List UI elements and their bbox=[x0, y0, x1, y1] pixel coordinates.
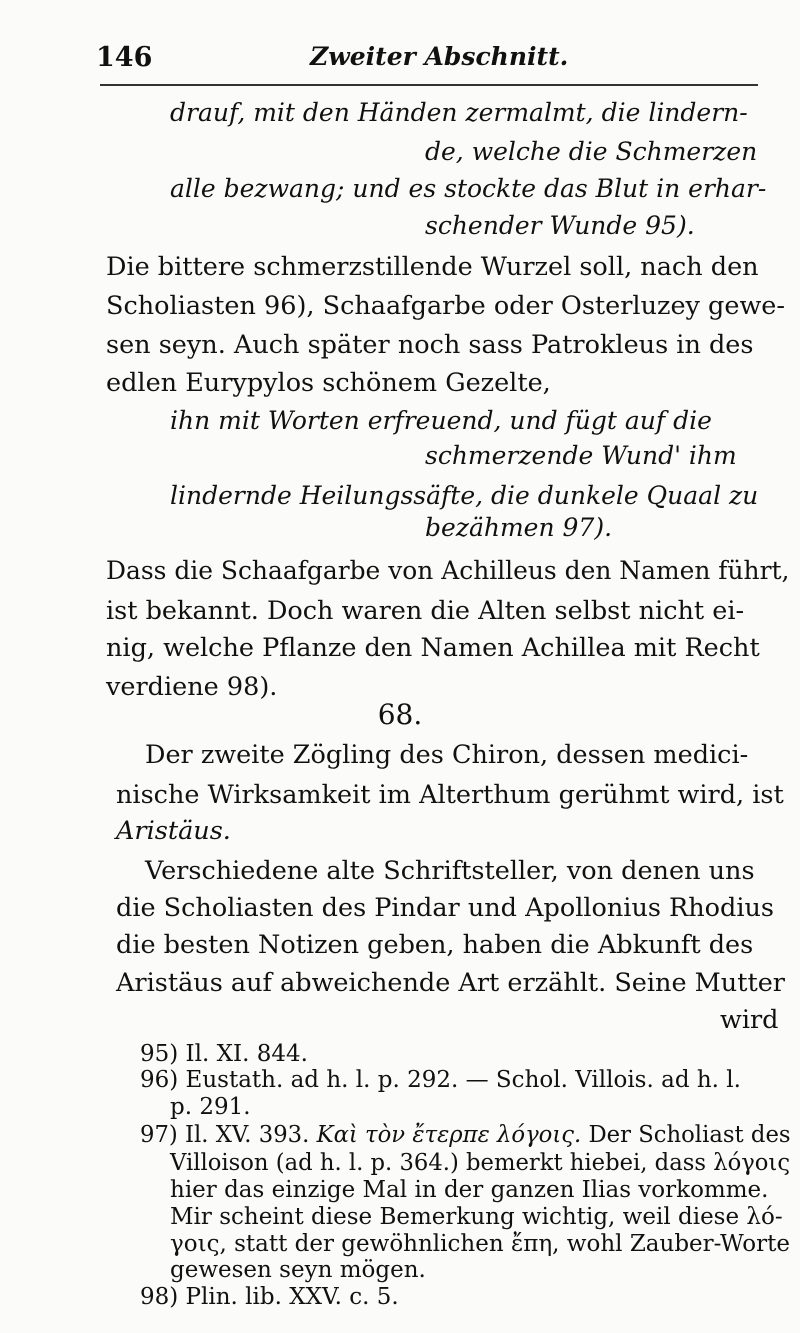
quote-2-line-1: ihn mit Worten erfreuend, und fügt auf die bbox=[170, 406, 712, 435]
quote-2-line-2: schmerzende Wund' ihm bbox=[425, 441, 737, 470]
footnote-95: 95) Il. XI. 844. bbox=[140, 1041, 308, 1067]
paragraph-4-line-3: die besten Notizen geben, haben die Abkunft des bbox=[116, 930, 754, 960]
running-head: Zweiter Abschnitt. bbox=[310, 42, 569, 71]
paragraph-3-line-1: Der zweite Zögling des Chiron, dessen medici- bbox=[145, 740, 749, 770]
paragraph-4-line-1: Verschiedene alte Schriftsteller, von denen uns bbox=[145, 856, 755, 886]
paragraph-4-catchword: wird bbox=[720, 1005, 779, 1035]
paragraph-2-line-1: Dass die Schaafgarbe von Achilleus den Namen führt, bbox=[106, 556, 790, 586]
paragraph-1-line-4: edlen Eurypylos schönem Gezelte, bbox=[106, 368, 551, 398]
footnote-97-greek: Καὶ τὸν ἔτερπε λόγοις. bbox=[316, 1122, 582, 1148]
paragraph-1-line-1: Die bittere schmerzstillende Wurzel soll, nach den bbox=[106, 252, 759, 282]
paragraph-1-line-2: Scholiasten 96), Schaafgarbe oder Osterluzey gewe- bbox=[106, 291, 785, 321]
page-header bbox=[92, 36, 760, 76]
paragraph-4-line-2: die Scholiasten des Pindar und Apollonius Rhodius bbox=[116, 893, 775, 923]
footnote-97-rest: Der Scholiast des bbox=[588, 1122, 791, 1148]
paragraph-2-line-4: verdiene 98). bbox=[106, 672, 278, 702]
quote-2-line-3: lindernde Heilungssäfte, die dunkele Quaal zu bbox=[170, 481, 759, 510]
quote-1-line-1: drauf, mit den Händen zermalmt, die lindern- bbox=[170, 98, 748, 127]
footnote-96-line-1: 96) Eustath. ad h. l. p. 292. — Schol. Villois. ad h. l. bbox=[140, 1067, 741, 1093]
paragraph-1-line-3: sen seyn. Auch später noch sass Patrokleus in des bbox=[106, 330, 754, 360]
footnote-96-line-2: p. 291. bbox=[170, 1094, 251, 1120]
quote-1-line-4: schender Wunde 95). bbox=[425, 211, 695, 240]
footnote-97-line-3: hier das einzige Mal in der ganzen Ilias vorkomme. bbox=[170, 1177, 769, 1203]
section-number: 68. bbox=[377, 698, 423, 731]
paragraph-4-line-4: Aristäus auf abweichende Art erzählt. Seine Mutter bbox=[116, 968, 785, 998]
paragraph-2-line-2: ist bekannt. Doch waren die Alten selbst nicht ei- bbox=[106, 596, 745, 626]
footnote-97-line-5: γοις, statt der gewöhnlichen ἔπη, wohl Zauber-Worte bbox=[170, 1231, 790, 1257]
footnote-97-line-1 bbox=[140, 1121, 791, 1149]
quote-1-line-2: de, welche die Schmerzen bbox=[425, 137, 758, 166]
footnote-97-line-6: gewesen seyn mögen. bbox=[170, 1257, 426, 1283]
footnote-97-line-4: Mir scheint diese Bemerkung wichtig, weil diese λό- bbox=[170, 1204, 783, 1230]
quote-2-line-4: bezähmen 97). bbox=[425, 513, 613, 542]
paragraph-3-line-2: nische Wirksamkeit im Alterthum gerühmt wird, ist bbox=[116, 780, 784, 810]
header-rule bbox=[100, 84, 758, 86]
footnote-98: 98) Plin. lib. XXV. c. 5. bbox=[140, 1284, 399, 1310]
page-number: 146 bbox=[96, 42, 153, 73]
footnote-97-line-2: Villoison (ad h. l. p. 364.) bemerkt hiebei, dass λόγοις bbox=[170, 1150, 791, 1176]
paragraph-3-line-3: Aristäus. bbox=[116, 816, 231, 846]
quote-1-line-3: alle bezwang; und es stockte das Blut in erhar- bbox=[170, 174, 767, 203]
footnote-97-number: 97) Il. XV. 393. bbox=[140, 1122, 310, 1148]
paragraph-2-line-3: nig, welche Pflanze den Namen Achillea mit Recht bbox=[106, 633, 760, 663]
